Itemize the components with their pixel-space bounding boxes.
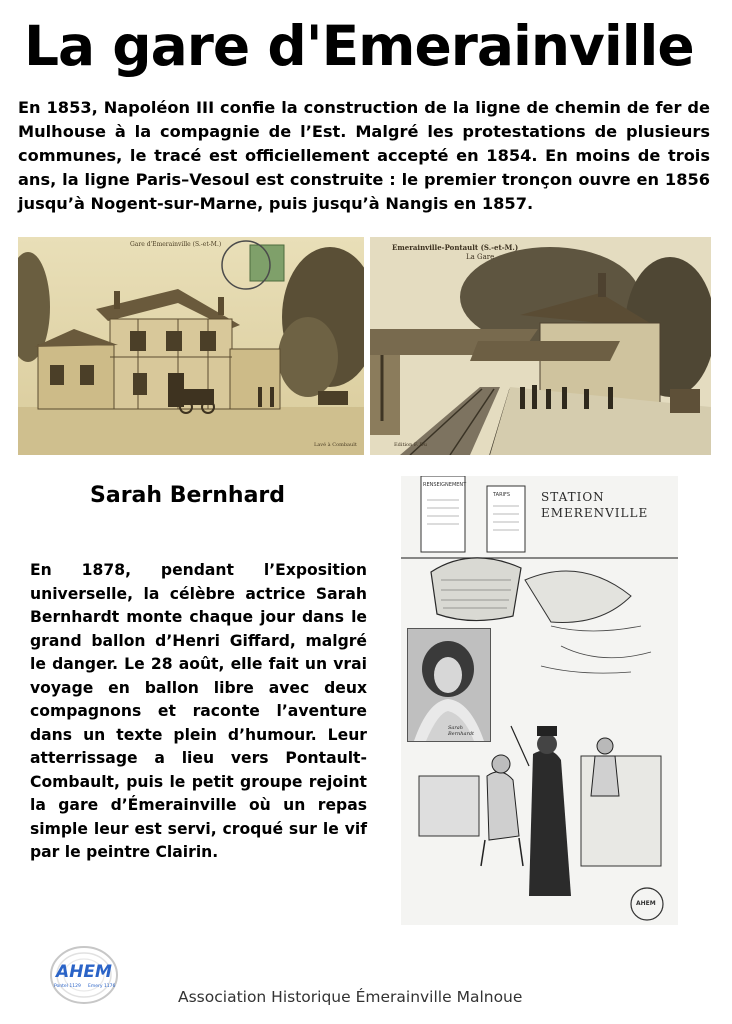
section-heading: Sarah Bernhard — [90, 483, 286, 508]
intro-paragraph: En 1853, Napoléon III confie la construction de la ligne de chemin de fer de Mulhouse à la compagnie de l’Est. Malgré les protestations de plusieurs communes, le tracé est officiellement accepté en 1854. En moins de trois ans, la ligne Paris–Vesoul est construite : le premier tronçon ouvre en 1856 jusqu’à Nogent-sur-Marne, puis jusqu’à Nangis en 1857. — [18, 98, 710, 213]
sketch-sign-line2: EMERENVILLE — [541, 506, 649, 520]
logo-text: AHEM — [56, 962, 112, 982]
postcard-left-credit: Lavé à Combault — [314, 442, 357, 448]
sketch-illustration — [401, 476, 678, 925]
postcard-station-platform — [370, 237, 711, 455]
sketch-poster-mid: TARIFS — [493, 492, 510, 498]
story-paragraph: En 1878, pendant l’Exposition universelle, la célèbre actrice Sarah Bernhardt monte chaque jour dans le grand ballon d’Henri Giffard, malgré le danger. Le 28 août, elle fait un vrai voyage en ballon libre avec deux compagnons et raconte l’aventure dans un texte plein d’humour. Leur atterrissage a lieu vers Pontault-Combault, puis le petit groupe rejoint la gare d’Émerainville où un repas simple leur est servi, croqué sur le vif par le peintre Clairin. — [30, 561, 367, 861]
sketch-stamp: AHEM — [636, 900, 656, 907]
sketch-poster-left: RENSEIGNEMENT — [423, 482, 467, 488]
portrait-signature: Sarah Bernhardt — [448, 725, 475, 737]
page-title: La gare d'Emerainville — [24, 14, 694, 78]
postcard-right-caption-line2: La Gare — [466, 253, 495, 261]
portrait-photo — [407, 628, 491, 742]
postcard-right-caption-line1: Emerainville-Pontault (S.-et-M.) — [392, 243, 519, 252]
sketch-sign-line1: STATION — [541, 490, 605, 504]
postcard-right-credit: Edition F. Du — [394, 442, 427, 448]
ahem-logo — [48, 944, 120, 1006]
footer-association: Association Historique Émerainville Malnoue — [178, 988, 523, 1006]
logo-right-date: Emery 1176 — [88, 984, 116, 989]
logo-left-date: Pontel 1129 — [54, 984, 81, 989]
postcard-station-building — [18, 237, 364, 455]
postcard-left-caption: Gare d'Emerainville (S.-et-M.) — [130, 241, 222, 248]
